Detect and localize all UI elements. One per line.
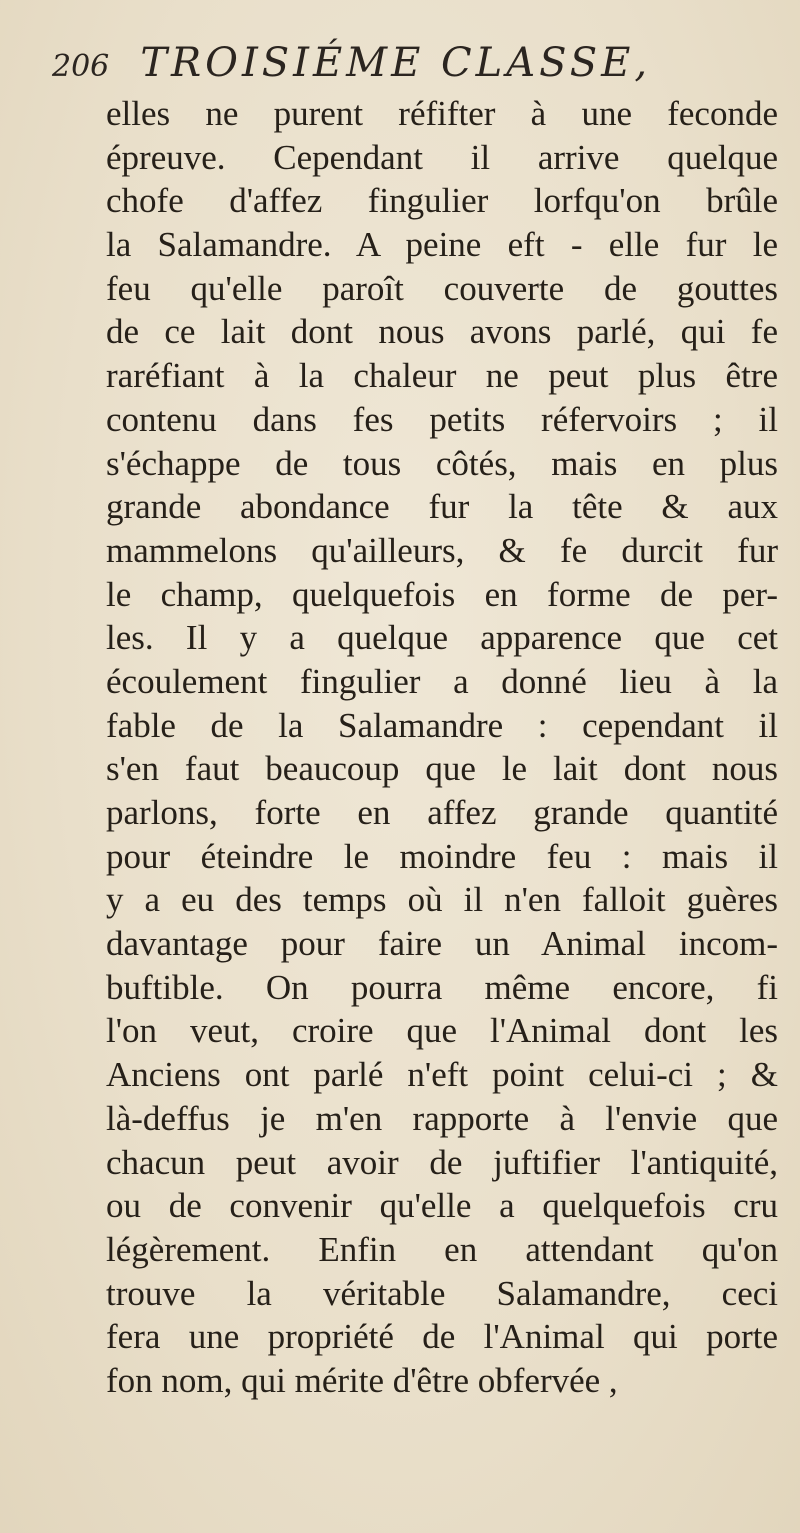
text-line: épreuve. Cependant il arrive quelque [106,137,778,177]
text-line: la Salamandre. A peine eft - elle fur le [106,225,778,265]
text-line: grande abondance fur la tête & aux [106,487,778,527]
text-line: chofe d'affez fingulier lorfqu'on brûle [106,181,778,221]
text-line: fable de la Salamandre : cependant il [106,705,778,745]
text-line: s'en faut beaucoup que le lait dont nous [106,749,778,789]
text-line: s'échappe de tous côtés, mais en plus [106,443,778,483]
text-line: y a eu des temps où il n'en falloit guères [106,880,778,920]
running-head: TROISIÉME CLASSE, [140,40,652,86]
text-line: raréfiant à la chaleur ne peut plus être [106,356,778,396]
text-line: là-deffus je m'en rapporte à l'envie que [106,1098,778,1138]
text-line: chacun peut avoir de juftifier l'antiquité, [106,1142,778,1182]
body-text [106,92,778,1403]
text-line: contenu dans fes petits réfervoirs ; il [106,399,778,439]
text-line: davantage pour faire un Animal incom- [106,924,778,964]
text-line: l'on veut, croire que l'Animal dont les [106,1011,778,1051]
text-line: ou de convenir qu'elle a quelquefois cru [106,1186,778,1226]
text-line: de ce lait dont nous avons parlé, qui fe [106,312,778,352]
text-line: les. Il y a quelque apparence que cet [106,618,778,658]
page-header [52,40,772,100]
text-line: écoulement fingulier a donné lieu à la [106,661,778,701]
text-line: buftible. On pourra même encore, fi [106,967,778,1007]
text-line: trouve la véritable Salamandre, ceci [106,1273,778,1313]
text-line: pour éteindre le moindre feu : mais il [106,836,778,876]
text-line: Anciens ont parlé n'eft point celui-ci ; & [106,1055,778,1095]
text-line: parlons, forte en affez grande quantité [106,793,778,832]
text-line: mammelons qu'ailleurs, & fe durcit fur [106,530,778,570]
text-line: fera une propriété de l'Animal qui porte [106,1317,778,1357]
text-line: légèrement. Enfin en attendant qu'on [106,1229,778,1269]
text-line: feu qu'elle paroît couverte de gouttes [106,268,778,308]
page-number: 206 [52,49,110,84]
text-line: fon nom, qui mérite d'être obfervée , [106,1360,618,1400]
text-line: le champ, quelquefois en forme de per- [106,574,778,614]
text-line: elles ne purent réfifter à une feconde [106,94,778,133]
